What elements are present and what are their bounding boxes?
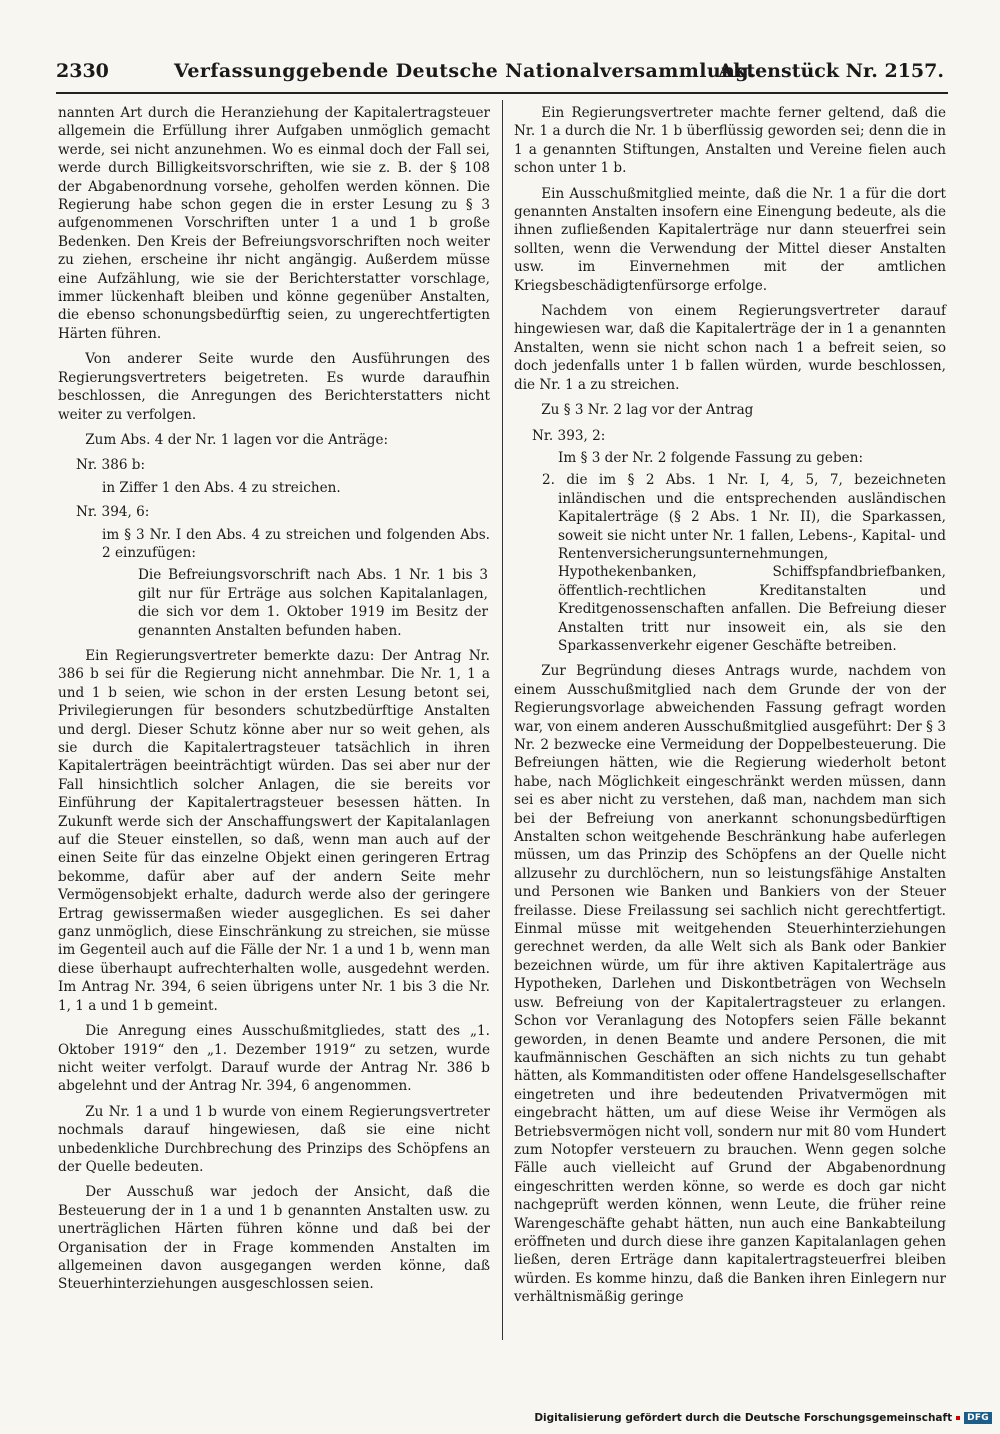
- paragraph: Von anderer Seite wurde den Ausführungen des Regierungsvertreters beigetreten. Es wurde daraufhin beschlossen, die Anregungen des Berichterstatters nicht weiter zu verfolgen.: [58, 351, 490, 423]
- motion-heading: Nr. 393, 2:: [532, 427, 606, 444]
- motion-heading: Nr. 394, 6:: [76, 504, 150, 521]
- paragraph: Zu Nr. 1 a und 1 b wurde von einem Regierungsvertreter nochmals darauf hingewiesen, daß sie eine nicht unbedenkliche Durchbrechung des Prinzips des Schöpfens an der Quelle bedeuten.: [58, 1103, 490, 1175]
- dfg-logo: DFG: [964, 1412, 992, 1424]
- header-rule: [56, 92, 948, 94]
- paragraph: Zur Begründung dieses Antrags wurde, nachdem von einem Ausschußmitglied nach dem Grunde der von der Regierungsvorlage abweichenden Fassung gefragt worden war, von einem anderen Ausschußmitglied ausgeführt: Der § 3 Nr. 2 bezwecke eine Vermeidung der Doppelbesteuerung. Die Befreiungen hätten, wie die Regierung wiederholt betont habe, nach Möglichkeit eingeschränkt werden müssen, dann sei es aber nicht zu verstehen, daß man, nachdem man sich bei der Befreiung von anerkannt schonungsbedürftigen Anstalten schon weitgehende Beschränkung habe auferlegen müssen, um das Prinzip des Schöpfens an der Quelle nicht allzusehr zu durchlöchern, nun so leistungsfähige Anstalten und Personen wie Banken und Bankiers von der Steuer freilasse. Diese Freilassung sei sachlich nicht gerechtfertigt. Einmal müsse mit weitgehenden Steuerhinterziehungen gerechnet werden, da alle Welt sich als Bank oder Bankier bezeichnen würde, um für ihre aktiven Kapitalerträge aus Hypotheken, Darlehen und Diskontbeträgen von Wechseln usw. Befreiung von der Kapitalertragsteuer zu erlangen. Schon vor Veranlagung des Notopfers seien Fälle bekannt geworden, in denen Beamte und andere Personen, die mit kaufmännischen Geschäften an sich nichts zu tun gehabt hätten, als Kommanditisten oder offene Handelsgesellschafter eingetreten und ihre bedeutenden Privatvermögen mit eingebracht hätten, um auf diese Weise ihr Vermögen als Betriebsvermögen nicht voll, sondern nur mit 80 vom Hundert zum Notopfer versteuern zu brauchen. Wenn gegen solche Fälle auch vielleicht auf Grund der Abgabenordnung eingeschritten werden könne, so werde es doch gar nicht nachgeprüft werden können, wenn Leute, die früher reine Warengeschäfte gehabt hätten, nun auch eine Bankabteilung eröffneten und durch diese ihre ganzen Kapitalanlagen gehen ließen, deren Erträge dann kapitalertragsteuerfrei bleiben würden. Es komme hinzu, daß die Banken ihren Einlegern nur verhältnismäßig geringe: [514, 663, 946, 1306]
- funding-note: Digitalisierung gefördert durch die Deutsche Forschungsgemeinschaft: [534, 1412, 953, 1424]
- motion-text: in Ziffer 1 den Abs. 4 zu streichen.: [102, 479, 341, 496]
- separator-dot-icon: [956, 1416, 960, 1420]
- paragraph: Die Anregung eines Ausschußmitgliedes, statt des „1. Oktober 1919“ den „1. Dezember 1919“ zu setzen, wurde nicht weiter verfolgt. Darauf wurde der Antrag Nr. 386 b abgelehnt und der Antrag Nr. 394, 6 angenommen.: [58, 1023, 490, 1095]
- motion-text: Im § 3 der Nr. 2 folgende Fassung zu geben:: [558, 449, 864, 466]
- paragraph: Nachdem von einem Regierungsvertreter darauf hingewiesen war, daß die Kapitalerträge der in 1 a genannten Anstalten, wenn sie nicht schon nach 1 a befreit seien, so doch jedenfalls unter 1 b fallen würden, wurde beschlossen, die Nr. 1 a zu streichen.: [514, 303, 946, 393]
- paragraph: Ein Regierungsvertreter machte ferner geltend, daß die Nr. 1 a durch die Nr. 1 b überflüssig geworden sei; denn die in 1 a genannten Stiftungen, Anstalten und Vereine fielen auch schon unter 1 b.: [514, 105, 946, 177]
- paragraph: Zu § 3 Nr. 2 lag vor der Antrag: [541, 402, 754, 419]
- column-divider: [502, 100, 503, 1340]
- paragraph: nannten Art durch die Heranziehung der Kapitalertragsteuer allgemein die Erfüllung ihrer Aufgaben unmöglich gemacht werde, sei nicht anzunehmen. Wo es einmal doch der Fall sei, werde durch Billigkeitsvorschriften, wie sie z. B. der § 108 der Abgabenordnung vorsehe, geholfen werden können. Die Regierung habe schon gegen die in erster Lesung zu § 3 aufgenommenen Vorschriften unter 1 a und 1 b große Bedenken. Den Kreis der Befreiungsvorschriften noch weiter zu ziehen, erscheine ihr nicht angängig. Außerdem müsse eine Aufzählung, wie sie der Berichterstatter vorschlage, immer lückenhaft bleiben und könne gegenüber Anstalten, die ebenso schonungsbedürftig seien, zu ungerechtfertigten Härten führen.: [58, 105, 490, 342]
- document-reference: Aktenstück Nr. 2157.: [718, 60, 944, 82]
- left-column: [58, 104, 490, 1301]
- document-title: Verfassunggebende Deutsche Nationalversammlung.: [174, 60, 756, 82]
- paragraph: Zum Abs. 4 der Nr. 1 lagen vor die Anträge:: [85, 431, 389, 448]
- motion-heading: Nr. 386 b:: [76, 457, 146, 474]
- paragraph: Ein Regierungsvertreter bemerkte dazu: Der Antrag Nr. 386 b sei für die Regierung nicht annehmbar. Die Nr. 1, 1 a und 1 b seien, wie schon in der ersten Lesung betont sei, Privilegierungen für besonders schutzbedürftige Anstalten und dergl. Dieser Schutz könne aber nur so weit gehen, als sie durch die Kapitalertragsteuer tatsächlich in ihren Kapitalerträgen beeinträchtigt würden. Das sei aber nur der Fall hinsichtlich solcher Anlagen, die sie bereits vor Einführung der Kapitalertragsteuer besessen hätten. In Zukunft werde sich der Anschaffungswert der Kapitalanlagen auf die Steuer einstellen, so daß, wenn man auch auf der einen Seite für das einzelne Objekt einen geringeren Ertrag bekomme, dafür aber auf der andern Seite mehr Vermögensobjekt erhalte, dadurch werde also der geringere Ertrag gewissermaßen wieder ausgeglichen. Es sei daher ganz unmöglich, diese Einschränkung zu streichen, sie müsse im Gegenteil auch auf die Fälle der Nr. 1 a und 1 b, wenn man diese überhaupt aufrechterhalten wolle, ausgedehnt werden. Im Antrag Nr. 394, 6 seien übrigens unter Nr. 1 bis 3 die Nr. 1, 1 a und 1 b gemeint.: [58, 647, 490, 1014]
- page-header: [56, 60, 946, 88]
- motion-quote: 2. die im § 2 Abs. 1 Nr. I, 4, 5, 7, bezeichneten inländischen und die entsprechenden ausländischen Kapitalerträge (§ 2 Abs. 1 Nr. II), die Sparkassen, soweit sie nicht unter Nr. 1 fallen, Lebens-, Kapital- und Rentenversicherungsunternehmungen, Hypothekenbanken, Schiffspfandbriefbanken, öffentlich-rechtlichen Kreditanstalten und Kreditgenossenschaften anfallen. Die Befreiung dieser Anstalten tritt nur insoweit ein, als sie den Sparkassenverkehr eigener Geschäfte betreiben.: [542, 472, 946, 654]
- paragraph: Ein Ausschußmitglied meinte, daß die Nr. 1 a für die dort genannten Anstalten insofern eine Einengung bedeute, als die ihnen zufließenden Kapitalerträge nur dann steuerfrei sein sollten, wenn die Verwendung der Mittel dieser Anstalten usw. im Einvernehmen mit der amtlichen Kriegsbeschädigtenfürsorge erfolge.: [514, 185, 946, 294]
- motion-quote: Die Befreiungsvorschrift nach Abs. 1 Nr. 1 bis 3 gilt nur für Erträge aus solchen Kapitalanlagen, die sich vor dem 1. Oktober 1919 im Besitz der genannten Anstalten befunden haben.: [138, 567, 488, 639]
- footer: [534, 1412, 992, 1424]
- motion-text: im § 3 Nr. I den Abs. 4 zu streichen und folgenden Abs. 2 einzufügen:: [102, 526, 490, 561]
- paragraph: Der Ausschuß war jedoch der Ansicht, daß die Besteuerung der in 1 a und 1 b genannten Anstalten usw. zu unerträglichen Härten führen könne und daß bei der Organisation der in Frage kommenden Anstalten im allgemeinen davon ausgegangen werden könne, daß Steuerhinterziehungen ausgeschlossen seien.: [58, 1184, 490, 1293]
- page-number: 2330: [56, 60, 109, 82]
- right-column: [514, 104, 946, 1314]
